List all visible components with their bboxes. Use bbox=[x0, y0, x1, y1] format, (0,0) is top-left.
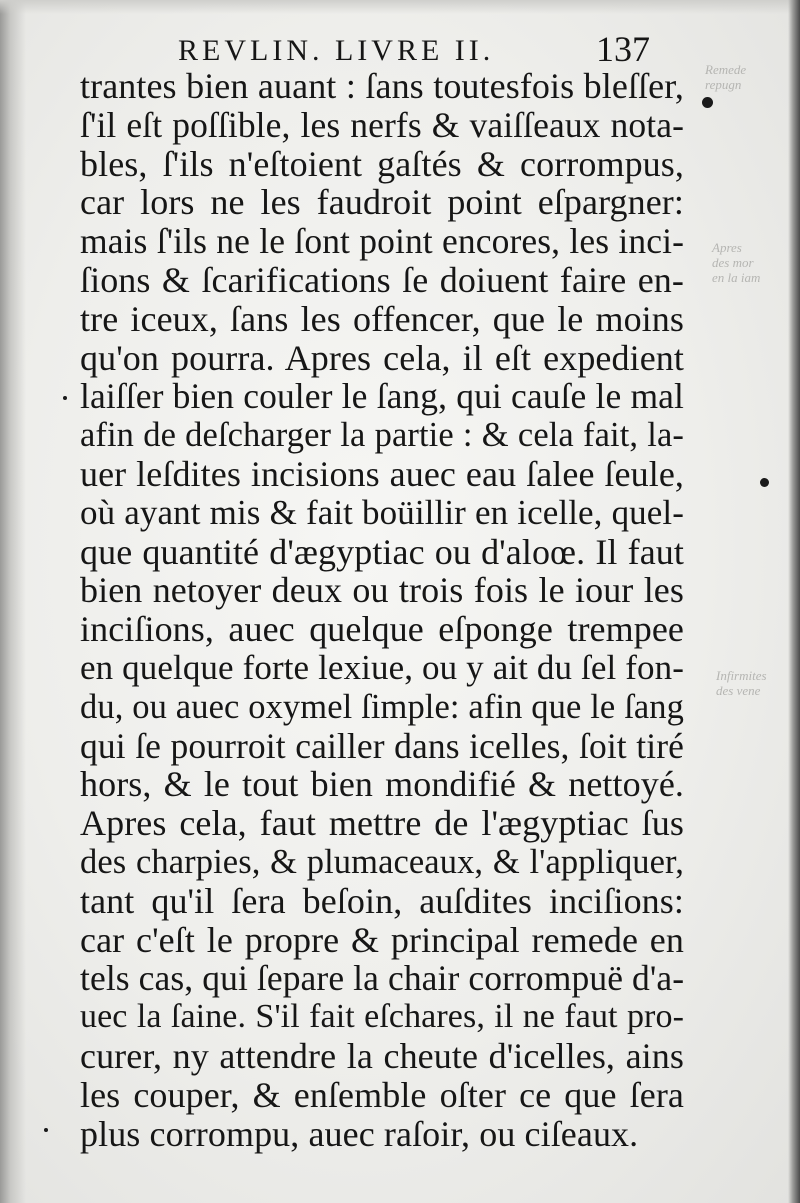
text-line: ſ'il eſt poſſible, les nerfs & vaiſſeaux nota- bbox=[80, 104, 684, 145]
ink-speck bbox=[44, 1128, 48, 1132]
text-line: qu'on pourra. Apres cela, il eſt expedient bbox=[80, 337, 684, 378]
text-line: uec la ſaine. S'il fait eſchares, il ne faut pro- bbox=[80, 998, 684, 1036]
text-line: tels cas, qui ſepare la chair corrompuë d'a- bbox=[80, 958, 685, 999]
text-line: Apres cela, faut mettre de l'ægyptiac ſus bbox=[80, 803, 684, 844]
text-line: bien netoyer deux ou trois fois le iour les bbox=[80, 570, 684, 611]
faint-marginalia: Remede repugn bbox=[705, 62, 747, 92]
text-line: qui ſe pourroit cailler dans icelles, ſoit tiré bbox=[80, 725, 684, 766]
ink-speck bbox=[702, 97, 713, 108]
body-text bbox=[80, 67, 684, 1153]
text-line: afin de deſcharger la partie : & cela fait, la- bbox=[80, 416, 684, 455]
text-line: inciſions, auec quelque eſponge trempee bbox=[80, 609, 684, 650]
text-line: hors, & le tout bien mondifié & nettoyé. bbox=[80, 764, 684, 805]
running-head: REVLIN. LIVRE II. bbox=[178, 34, 495, 67]
faint-marginalia: Infirmites des vene bbox=[716, 668, 767, 698]
text-line: tant qu'il ſera beſoin, auſdites inciſions: bbox=[80, 880, 684, 921]
text-line: car lors ne les faudroit point eſpargner: bbox=[80, 182, 684, 223]
text-line: mais ſ'ils ne le ſont point encores, les inci- bbox=[80, 221, 684, 262]
top-edge-shadow bbox=[0, 0, 800, 14]
text-line: les couper, & enſemble oſter ce que ſera bbox=[80, 1074, 684, 1115]
text-line: que quantité d'ægyptiac ou d'aloœ. Il faut bbox=[80, 531, 684, 572]
text-line: tre iceux, ſans les offencer, que le moins bbox=[80, 298, 684, 339]
text-line: car c'eſt le propre & principal remede en bbox=[80, 919, 684, 960]
text-line: des charpies, & plumaceaux, & l'appliquer, bbox=[80, 842, 684, 881]
text-line: bles, ſ'ils n'eſtoient gaſtés & corrompus, bbox=[80, 143, 684, 184]
text-line: trantes bien auant : ſans toutesfois bleſſer, bbox=[80, 66, 684, 106]
text-line: en quelque forte lexiue, ou y ait du ſel fon- bbox=[80, 647, 684, 687]
text-line: laiſſer bien couler le ſang, qui cauſe le mal bbox=[80, 376, 684, 417]
text-line: ſions & ſcarifications ſe doiuent faire en- bbox=[80, 259, 684, 300]
ink-speck bbox=[760, 478, 769, 487]
page-edge-shadow bbox=[788, 0, 800, 1203]
text-line: plus corrompu, auec raſoir, ou ciſeaux. bbox=[80, 1113, 639, 1154]
text-line: où ayant mis & fait boüillir en icelle, quel- bbox=[80, 492, 684, 532]
page-number: 137 bbox=[596, 29, 650, 69]
faint-marginalia: Apres des mor en la iam bbox=[712, 240, 761, 285]
text-line: uer leſdites incisions auec eau ſalee ſeule, bbox=[80, 453, 684, 494]
text-line: curer, ny attendre la cheute d'icelles, ains bbox=[80, 1035, 684, 1076]
text-line: du, ou auec oxymel ſimple: afin que le ſang bbox=[80, 687, 684, 726]
gutter-shadow bbox=[0, 0, 26, 1203]
ink-speck bbox=[63, 396, 67, 400]
